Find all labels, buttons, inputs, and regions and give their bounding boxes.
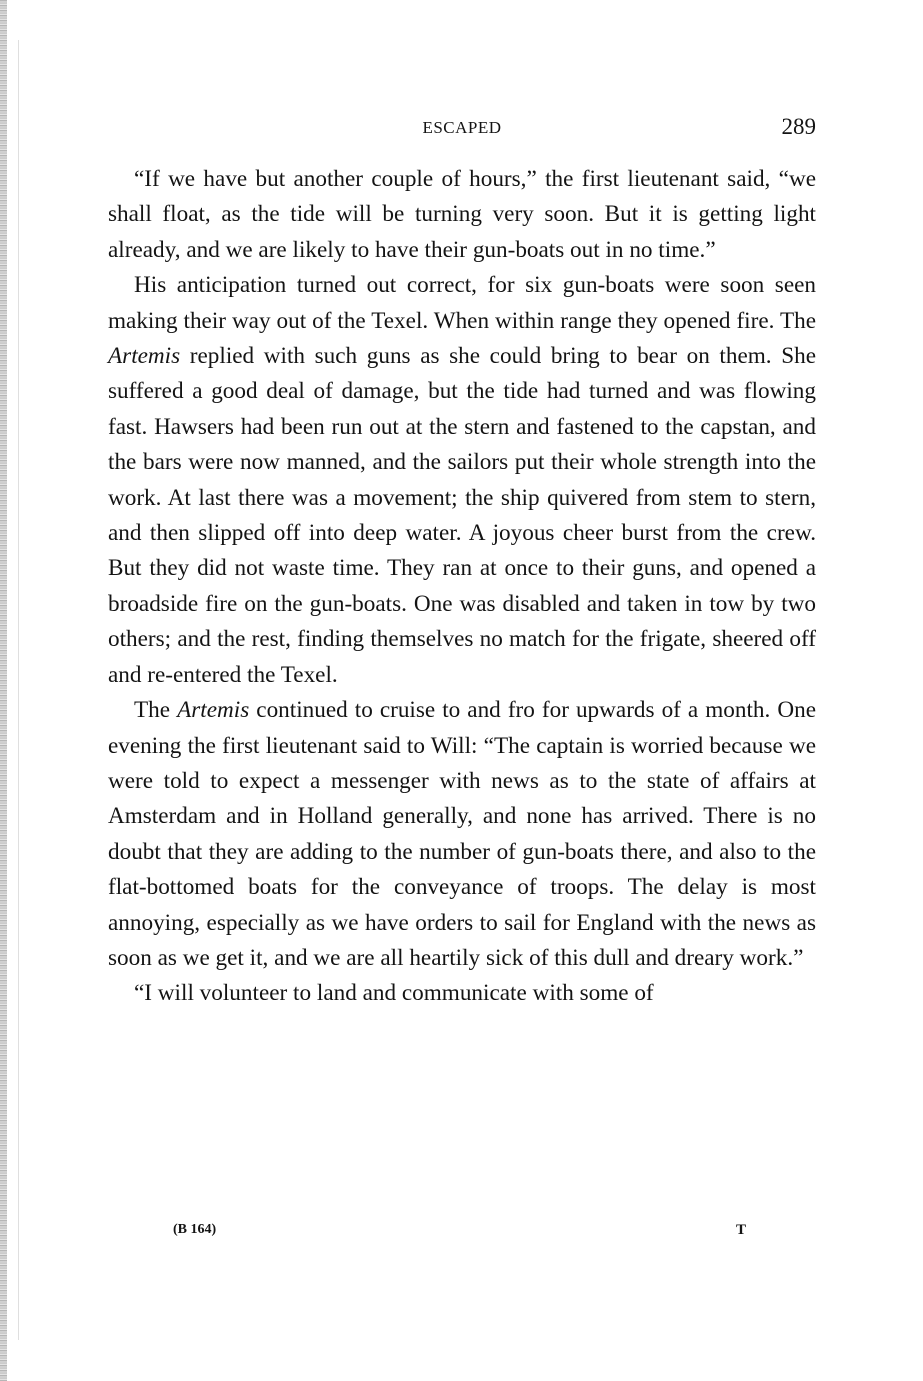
- paragraph-1-text: “If we have but another couple of hours,” the first lieutenant said, “we shall float, as the tide will be turning very soon. But it is getting light already, and we are likely to have their gun-boats out in no time.”: [108, 166, 816, 263]
- scan-edge-line: [18, 40, 19, 1340]
- signature-letter: T: [736, 1222, 747, 1238]
- scan-edge: [0, 0, 7, 1381]
- paragraph-3-before: The: [134, 697, 178, 724]
- page-header: [108, 114, 816, 144]
- paragraph-4: [108, 976, 816, 1011]
- paragraph-3: [108, 693, 816, 976]
- ship-name: Artemis: [108, 343, 181, 370]
- signature-mark: (B 164): [173, 1222, 217, 1237]
- paragraph-2-after: replied with such guns as she could bring to bear on them. She suffered a good deal of damage, but the tide had turned and was flowing fast. Hawsers had been run out at the stern and fastened to the capstan, and the bars were now manned, and the sailors put their whole strength into the work. At last there was a movement; the ship quivered from stem to stern, and then slipped off into deep water. A joyous cheer burst from the crew. But they did not waste time. They ran at once to their guns, and opened a broadside fire on the gun-boats. One was disabled and taken in tow by two others; and the rest, finding themselves no match for the frigate, sheered off and re-entered the Texel.: [108, 343, 816, 688]
- page-number: 289: [781, 114, 816, 139]
- paragraph-2: [108, 268, 816, 693]
- paragraph-2-before: His anticipation turned out correct, for six gun-boats were soon seen making their way out of the Texel. When within range they opened fire. The: [108, 272, 816, 334]
- ship-name: Artemis: [177, 697, 250, 724]
- running-head: ESCAPED: [422, 118, 502, 137]
- signature-line: [108, 1222, 816, 1244]
- paragraph-4-text: “I will volunteer to land and communicate with some of: [134, 980, 654, 1007]
- paragraph-1: [108, 162, 816, 268]
- body-text: [108, 162, 816, 1012]
- paragraph-3-after: continued to cruise to and fro for upwards of a month. One evening the first lieutenant said to Will: “The captain is worried because we were told to expect a messenger with news as to the state of affairs at Amsterdam and in Holland generally, and none has arrived. There is no doubt that they are adding to the number of gun-boats there, and also to the flat-bottomed boats for the conveyance of troops. The delay is most annoying, especially as we have orders to sail for England with the news as soon as we get it, and we are all heartily sick of this dull and dreary work.”: [108, 697, 816, 971]
